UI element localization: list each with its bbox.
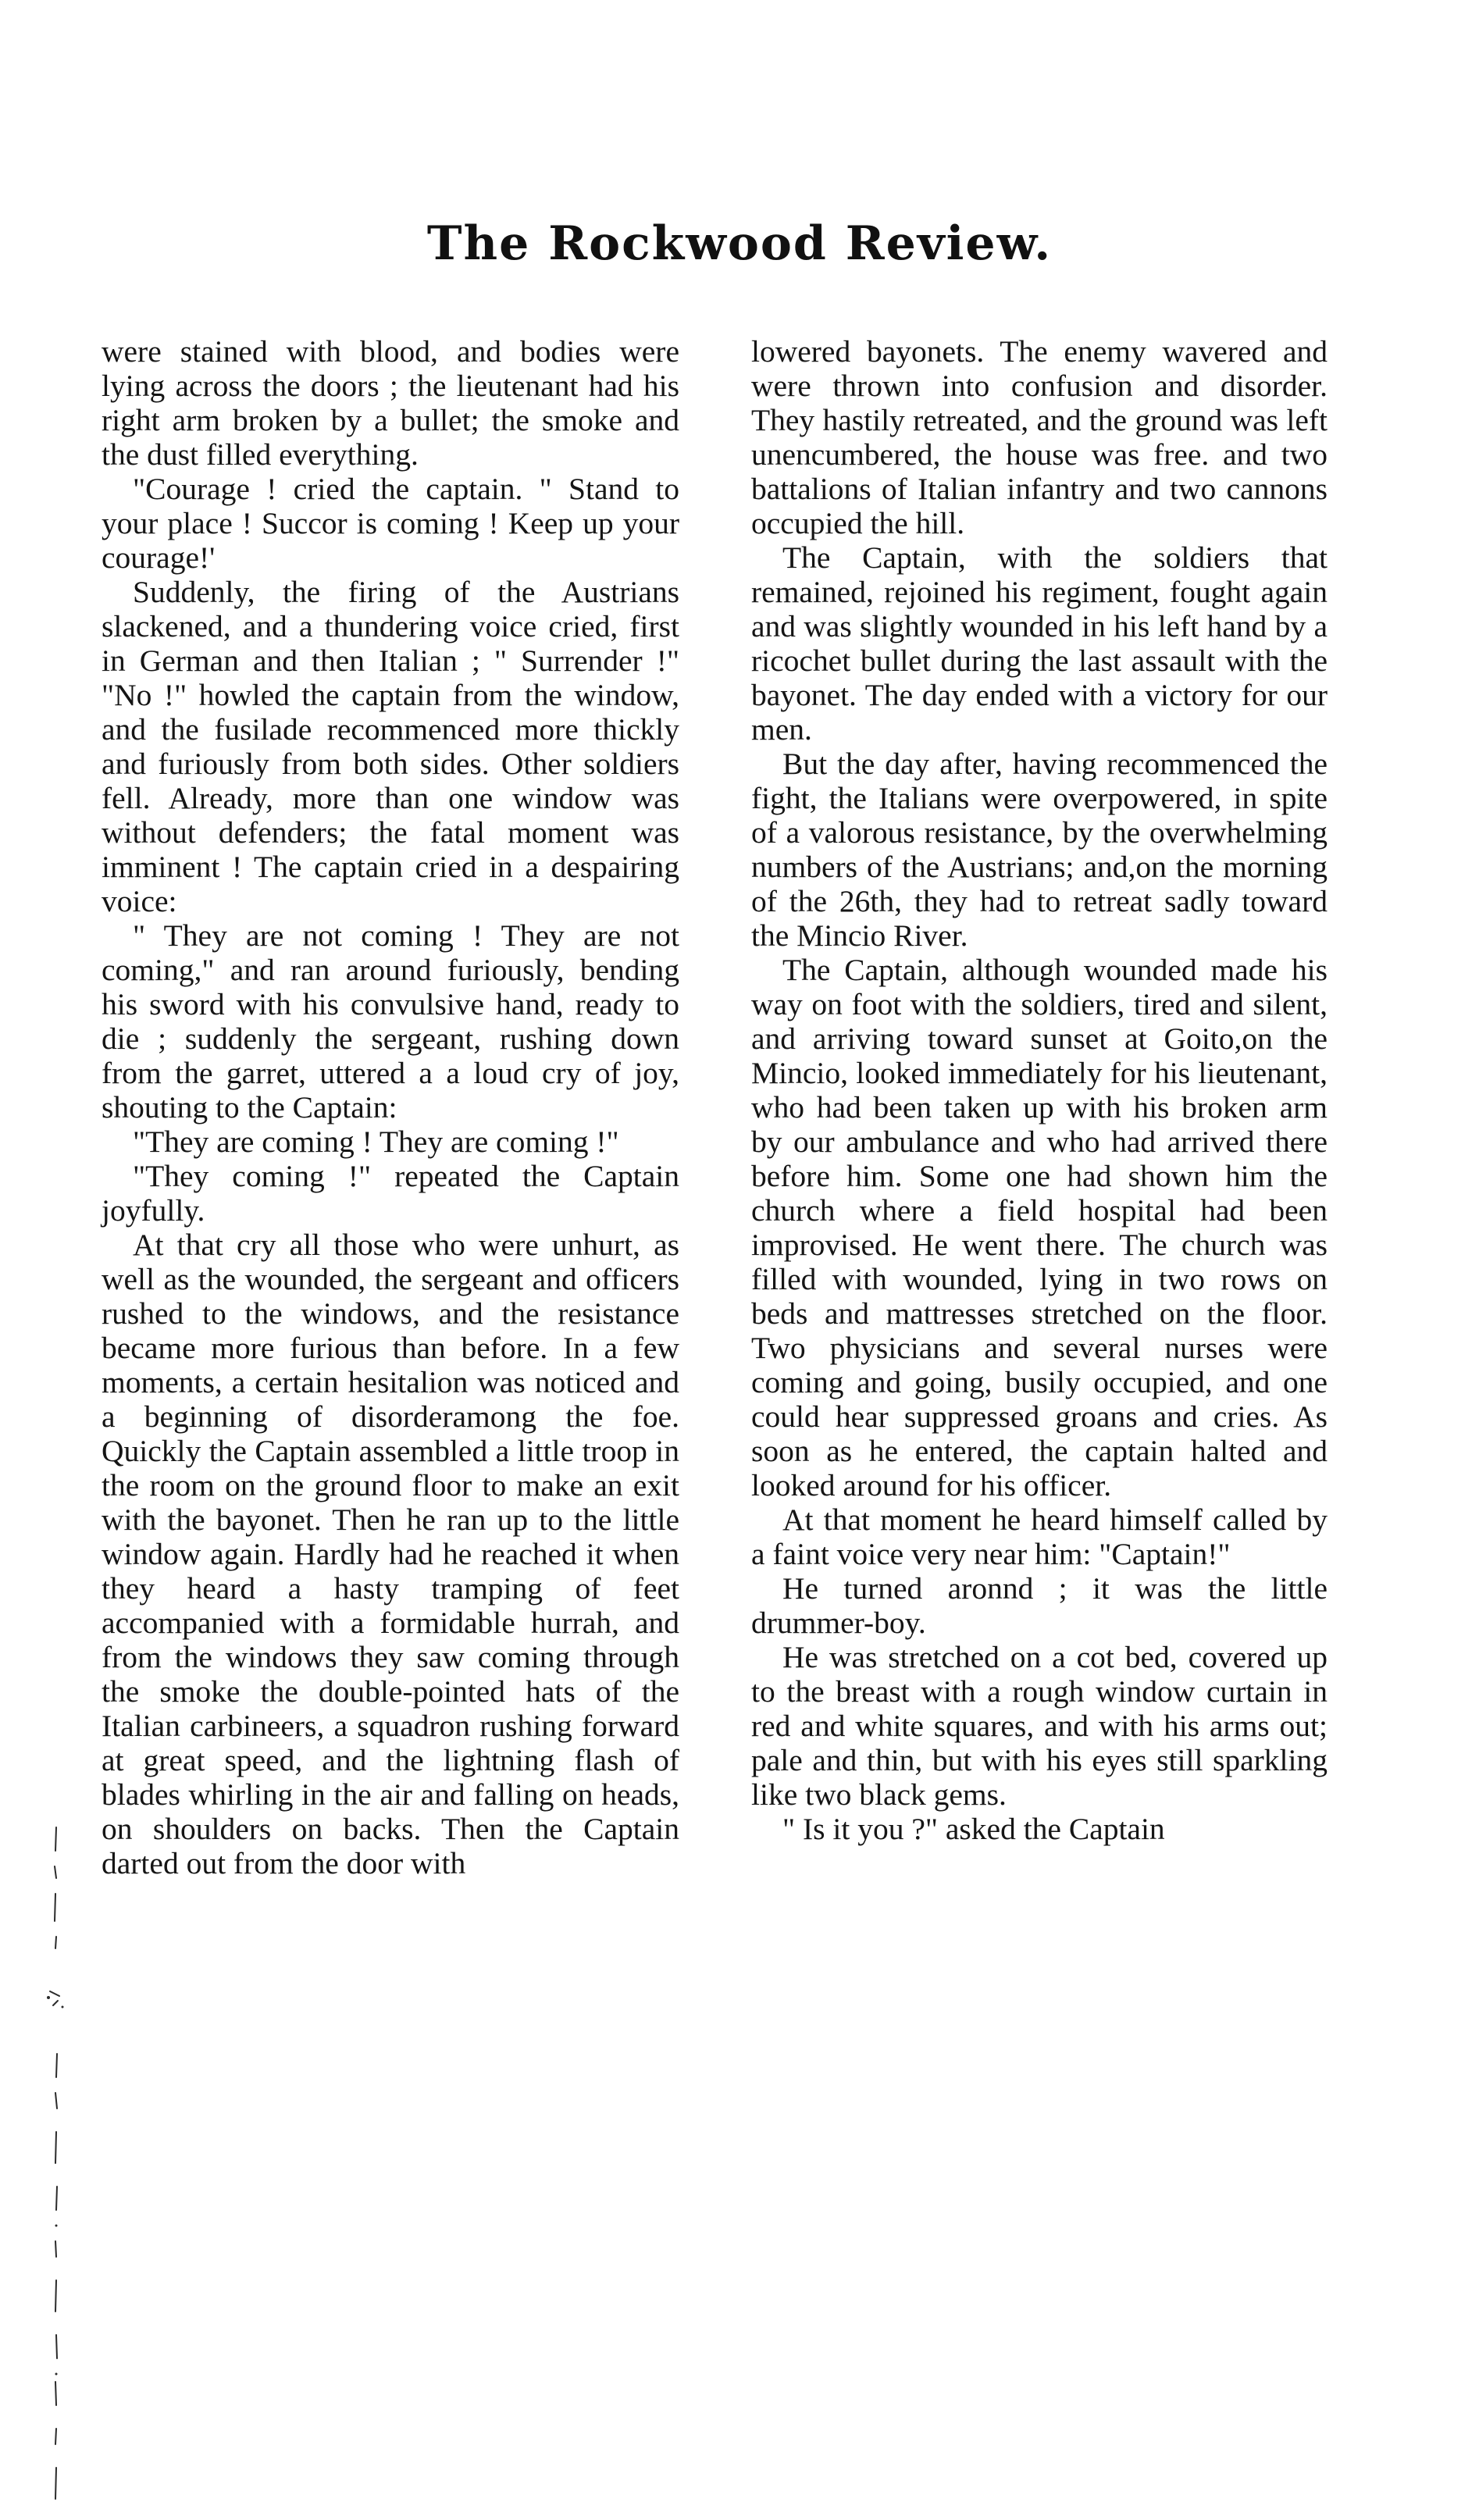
right-column: [751, 334, 1328, 1846]
paragraph: Suddenly, the firing of the Austrians slackened, and a thundering voice cried, first in German and then Italian ; " Surrender !" "No !" howled the captain from the window, and the fusilade recommenced more thickly and furiously from both sides. Other soldiers fell. Already, more than one window was without defenders; the fatal moment was imminent ! The captain cried in a despairing voice:: [102, 575, 679, 918]
paragraph: He was stretched on a cot bed, covered up to the breast with a rough window curtain in red and white squares, and with his arms out; pale and thin, but with his eyes still sparkling like two black gems.: [751, 1640, 1328, 1812]
paragraph: " Is it you ?" asked the Captain: [782, 1812, 1165, 1846]
binding-margin-marks: [39, 1820, 70, 2507]
page-title: The Rockwood Review.: [426, 216, 1053, 271]
paragraph: But the day after, having recommenced the fight, the Italians were overpowered, in spite of a valorous resistance, by the overwhelming numbers of the Austrians; and,on the morning of the 26th, they had to retreat sadly toward the Mincio River.: [751, 747, 1328, 953]
paragraph: lowered bayonets. The enemy wavered and were thrown into confusion and disorder. They hastily retreated, and the ground was left unencumbered, the house was free. and two battalions of Italian infantry and two cannons occupied the hill.: [751, 334, 1328, 540]
paragraph: At that cry all those who were unhurt, as well as the wounded, the sergeant and officers rushed to the windows, and the resistance became more furious than before. In a few moments, a certain hesitalion was noticed and a beginning of disorderamong the foe. Quickly the Captain assembled a little troop in the room on the ground floor to make an exit with the bayonet. Then he ran up to the little window again. Hardly had he reached it when they heard a hasty tramping of feet accompanied with a formidable hurrah, and from the windows they saw coming through the smoke the double-pointed hats of the Italian carbineers, a squadron rushing forward at great speed, and the lightning flash of blades whirling in the air and falling on heads, on shoulders on backs. Then the Captain darted out from the door with: [102, 1228, 679, 1880]
left-column: [102, 334, 679, 1880]
paragraph: were stained with blood, and bodies were lying across the doors ; the lieutenant had his right arm broken by a bullet; the smoke and the dust filled everything.: [102, 334, 679, 472]
paragraph: At that moment he heard himself called by a faint voice very near him: "Captain!": [751, 1502, 1328, 1571]
paragraph: The Captain, although wounded made his way on foot with the soldiers, tired and silent, and arriving toward sunset at Goito,on the Mincio, looked immediately for his lieutenant, who had been taken up with his broken arm by our ambulance and who had arrived there before him. Some one had shown him the church where a field hospital had been improvised. He went there. The church was filled with wounded, lying in two rows on beds and mattresses stretched on the floor. Two physicians and several nurses were coming and going, busily occupied, and one could hear suppressed groans and cries. As soon as he entered, the captain halted and looked around for his officer.: [751, 953, 1328, 1502]
paragraph: The Captain, with the soldiers that remained, rejoined his regiment, fought again and was slightly wounded in his left hand by a ricochet bullet during the last assault with the bayonet. The day ended with a victory for our men.: [751, 540, 1328, 747]
paragraph: "They coming !" repeated the Captain joyfully.: [102, 1159, 679, 1228]
paragraph: "Courage ! cried the captain. " Stand to your place ! Succor is coming ! Keep up your courage!': [102, 472, 679, 575]
paragraph: " They are not coming ! They are not coming," and ran around furiously, bending his sword with his convulsive hand, ready to die ; suddenly the sergeant, rushing down from the garret, uttered a a loud cry of joy, shouting to the Captain:: [102, 918, 679, 1125]
paragraph: "They are coming ! They are coming !": [133, 1125, 619, 1159]
paragraph: He turned aronnd ; it was the little drummer-boy.: [751, 1571, 1328, 1640]
